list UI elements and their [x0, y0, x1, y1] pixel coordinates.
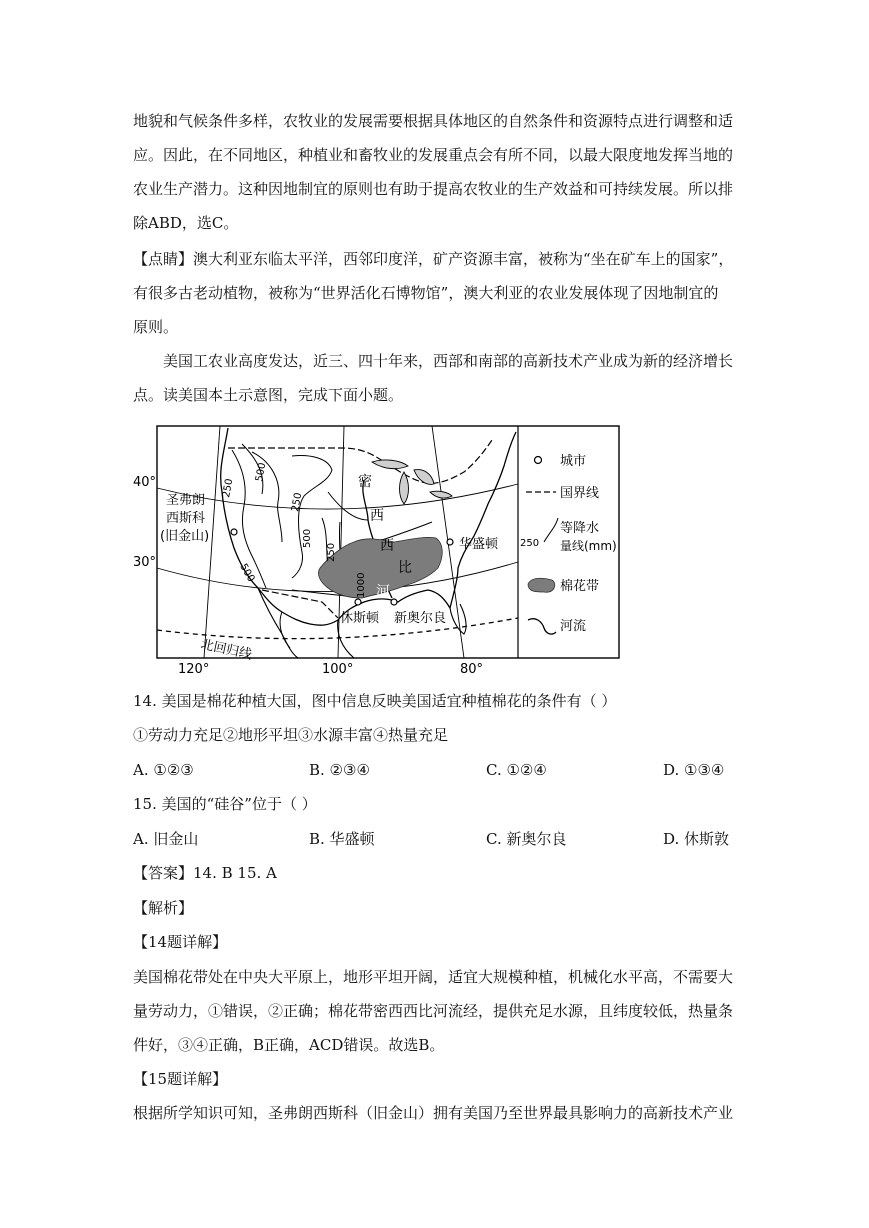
isohyet-label: 500 — [254, 461, 269, 483]
city-neworleans-label: 新奥尔良 — [394, 611, 447, 626]
text-line: 原则。 — [133, 318, 179, 336]
question-stem-paragraph — [163, 344, 739, 378]
text-line: 14. 美国是棉花种植大国，图中信息反映美国适宜种植棉花的条件有（ ） — [133, 692, 617, 710]
text-line: 美国工农业高度发达，近三、四十年来，西部和南部的高新技术产业成为新的经济增长 — [163, 352, 734, 370]
city-houston-dot — [355, 599, 361, 605]
river-label: 密 — [358, 474, 372, 490]
river-label: 比 — [398, 560, 412, 576]
legend-isohyet-label-2: 量线(mm) — [560, 539, 617, 553]
detail15-title: 【15题详解】 — [133, 1070, 228, 1088]
q15-option-c[interactable]: C. 新奥尔良 — [486, 830, 567, 848]
city-washington-label: 华盛顿 — [459, 537, 499, 552]
q14-stem — [133, 684, 773, 718]
text-line: 根据所学知识可知，圣弗朗西斯科（旧金山）拥有美国乃至世界最具影响力的高新技术产业 — [133, 1104, 734, 1122]
legend-cotton-icon — [528, 578, 555, 592]
legend-cotton-label: 棉花带 — [560, 579, 600, 594]
q15-option-a[interactable]: A. 旧金山 — [133, 830, 199, 848]
text-line: 地貌和气候条件多样，农牧业的发展需要根据具体地区的自然条件和资源特点进行调整和适 — [133, 112, 734, 130]
legend-border-label: 国界线 — [560, 486, 600, 501]
q15-stem — [133, 787, 739, 821]
dianjing-paragraph — [133, 242, 739, 344]
q15-option-d[interactable]: D. 休斯敦 — [663, 830, 730, 848]
city-sf-dot — [231, 529, 237, 535]
detail15-heading — [133, 1062, 739, 1096]
answer-text: 【答案】14. B 15. A — [133, 864, 277, 882]
detail14-paragraph — [133, 960, 739, 1062]
detail15-paragraph — [133, 1096, 739, 1130]
legend-city-icon — [535, 457, 542, 464]
tropic-label: 北回归线 — [199, 637, 254, 663]
analysis-heading — [133, 891, 739, 925]
isohyet-label: 1000 — [356, 572, 367, 598]
text-line: 件好，③④正确，B正确，ACD错误。故选B。 — [133, 1036, 445, 1054]
q14-option-c[interactable]: C. ①②④ — [486, 761, 547, 779]
text-line: 有很多古老动植物，被称为“世界活化石博物馆”，澳大利亚的农业发展体现了因地制宜的 — [133, 284, 719, 302]
text-line: 美国棉花带处在中央大平原上，地形平坦开阔，适宜大规模种植，机械化水平高，不需要大 — [133, 968, 734, 986]
lon-label-120: 120° — [178, 662, 210, 677]
lon-label-80: 80° — [460, 662, 484, 677]
text-line: 【点睛】澳大利亚东临太平洋，西邻印度洋，矿产资源丰富，被称为“坐在矿车上的国家”， — [133, 250, 734, 268]
city-houston-label: 休斯顿 — [340, 611, 380, 626]
q14-option-d[interactable]: D. ①③④ — [663, 761, 725, 779]
isohyet-label: 500 — [302, 528, 313, 548]
usa-map-figure — [132, 422, 627, 678]
city-sf-label-3: (旧金山) — [160, 529, 210, 544]
question-stem-paragraph-cont — [133, 378, 739, 412]
lat-label-40: 40° — [133, 475, 157, 490]
city-washington-dot — [447, 539, 453, 545]
lat-label-30: 30° — [133, 555, 157, 570]
isohyet-label: 250 — [326, 542, 337, 562]
q14-conditions — [133, 718, 739, 752]
text-line: 应。因此，在不同地区，种植业和畜牧业的发展重点会有所不同，以最大限度地发挥当地的 — [133, 146, 734, 164]
text-line: 点。读美国本土示意图，完成下面小题。 — [133, 386, 404, 404]
river-label: 西 — [380, 538, 394, 554]
legend-city-label: 城市 — [560, 454, 587, 469]
isohyet-label: 500 — [237, 562, 257, 585]
isohyet-label: 250 — [290, 491, 305, 513]
legend-isohyet-label-1: 等降水 — [560, 521, 600, 536]
intro-paragraph — [133, 104, 739, 240]
text-line: ①劳动力充足②地形平坦③水源丰富④热量充足 — [133, 726, 449, 744]
lon-label-100: 100° — [322, 662, 354, 677]
detail14-title: 【14题详解】 — [133, 933, 228, 951]
usa-map-svg — [132, 422, 627, 678]
isohyet-label: 250 — [221, 477, 236, 499]
city-neworleans-dot — [391, 599, 397, 605]
q15-option-b[interactable]: B. 华盛顿 — [309, 830, 375, 848]
river-label: 河 — [376, 584, 390, 600]
legend-isohyet-value: 250 — [520, 538, 540, 549]
detail14-heading — [133, 925, 739, 959]
river-label: 西 — [370, 508, 384, 524]
legend-river-label: 河流 — [560, 619, 587, 634]
city-sf-label-1: 圣弗朗 — [166, 493, 206, 508]
answer-line — [133, 856, 739, 890]
city-sf-label-2: 西斯科 — [166, 511, 206, 526]
text-line: 量劳动力，①错误，②正确；棉花带密西西比河流经，提供充足水源，且纬度较低，热量条 — [133, 1002, 734, 1020]
text-line: 15. 美国的“硅谷”位于（ ） — [133, 795, 317, 813]
q15-options — [133, 822, 753, 856]
text-line: 农业生产潜力。这种因地制宜的原则也有助于提高农牧业的生产效益和可持续发展。所以排 — [133, 180, 734, 198]
text-line: 除ABD，选C。 — [133, 214, 239, 232]
q14-option-b[interactable]: B. ②③④ — [309, 761, 370, 779]
q14-options — [133, 753, 753, 787]
analysis-text: 【解析】 — [133, 899, 194, 917]
q14-option-a[interactable]: A. ①②③ — [133, 761, 194, 779]
